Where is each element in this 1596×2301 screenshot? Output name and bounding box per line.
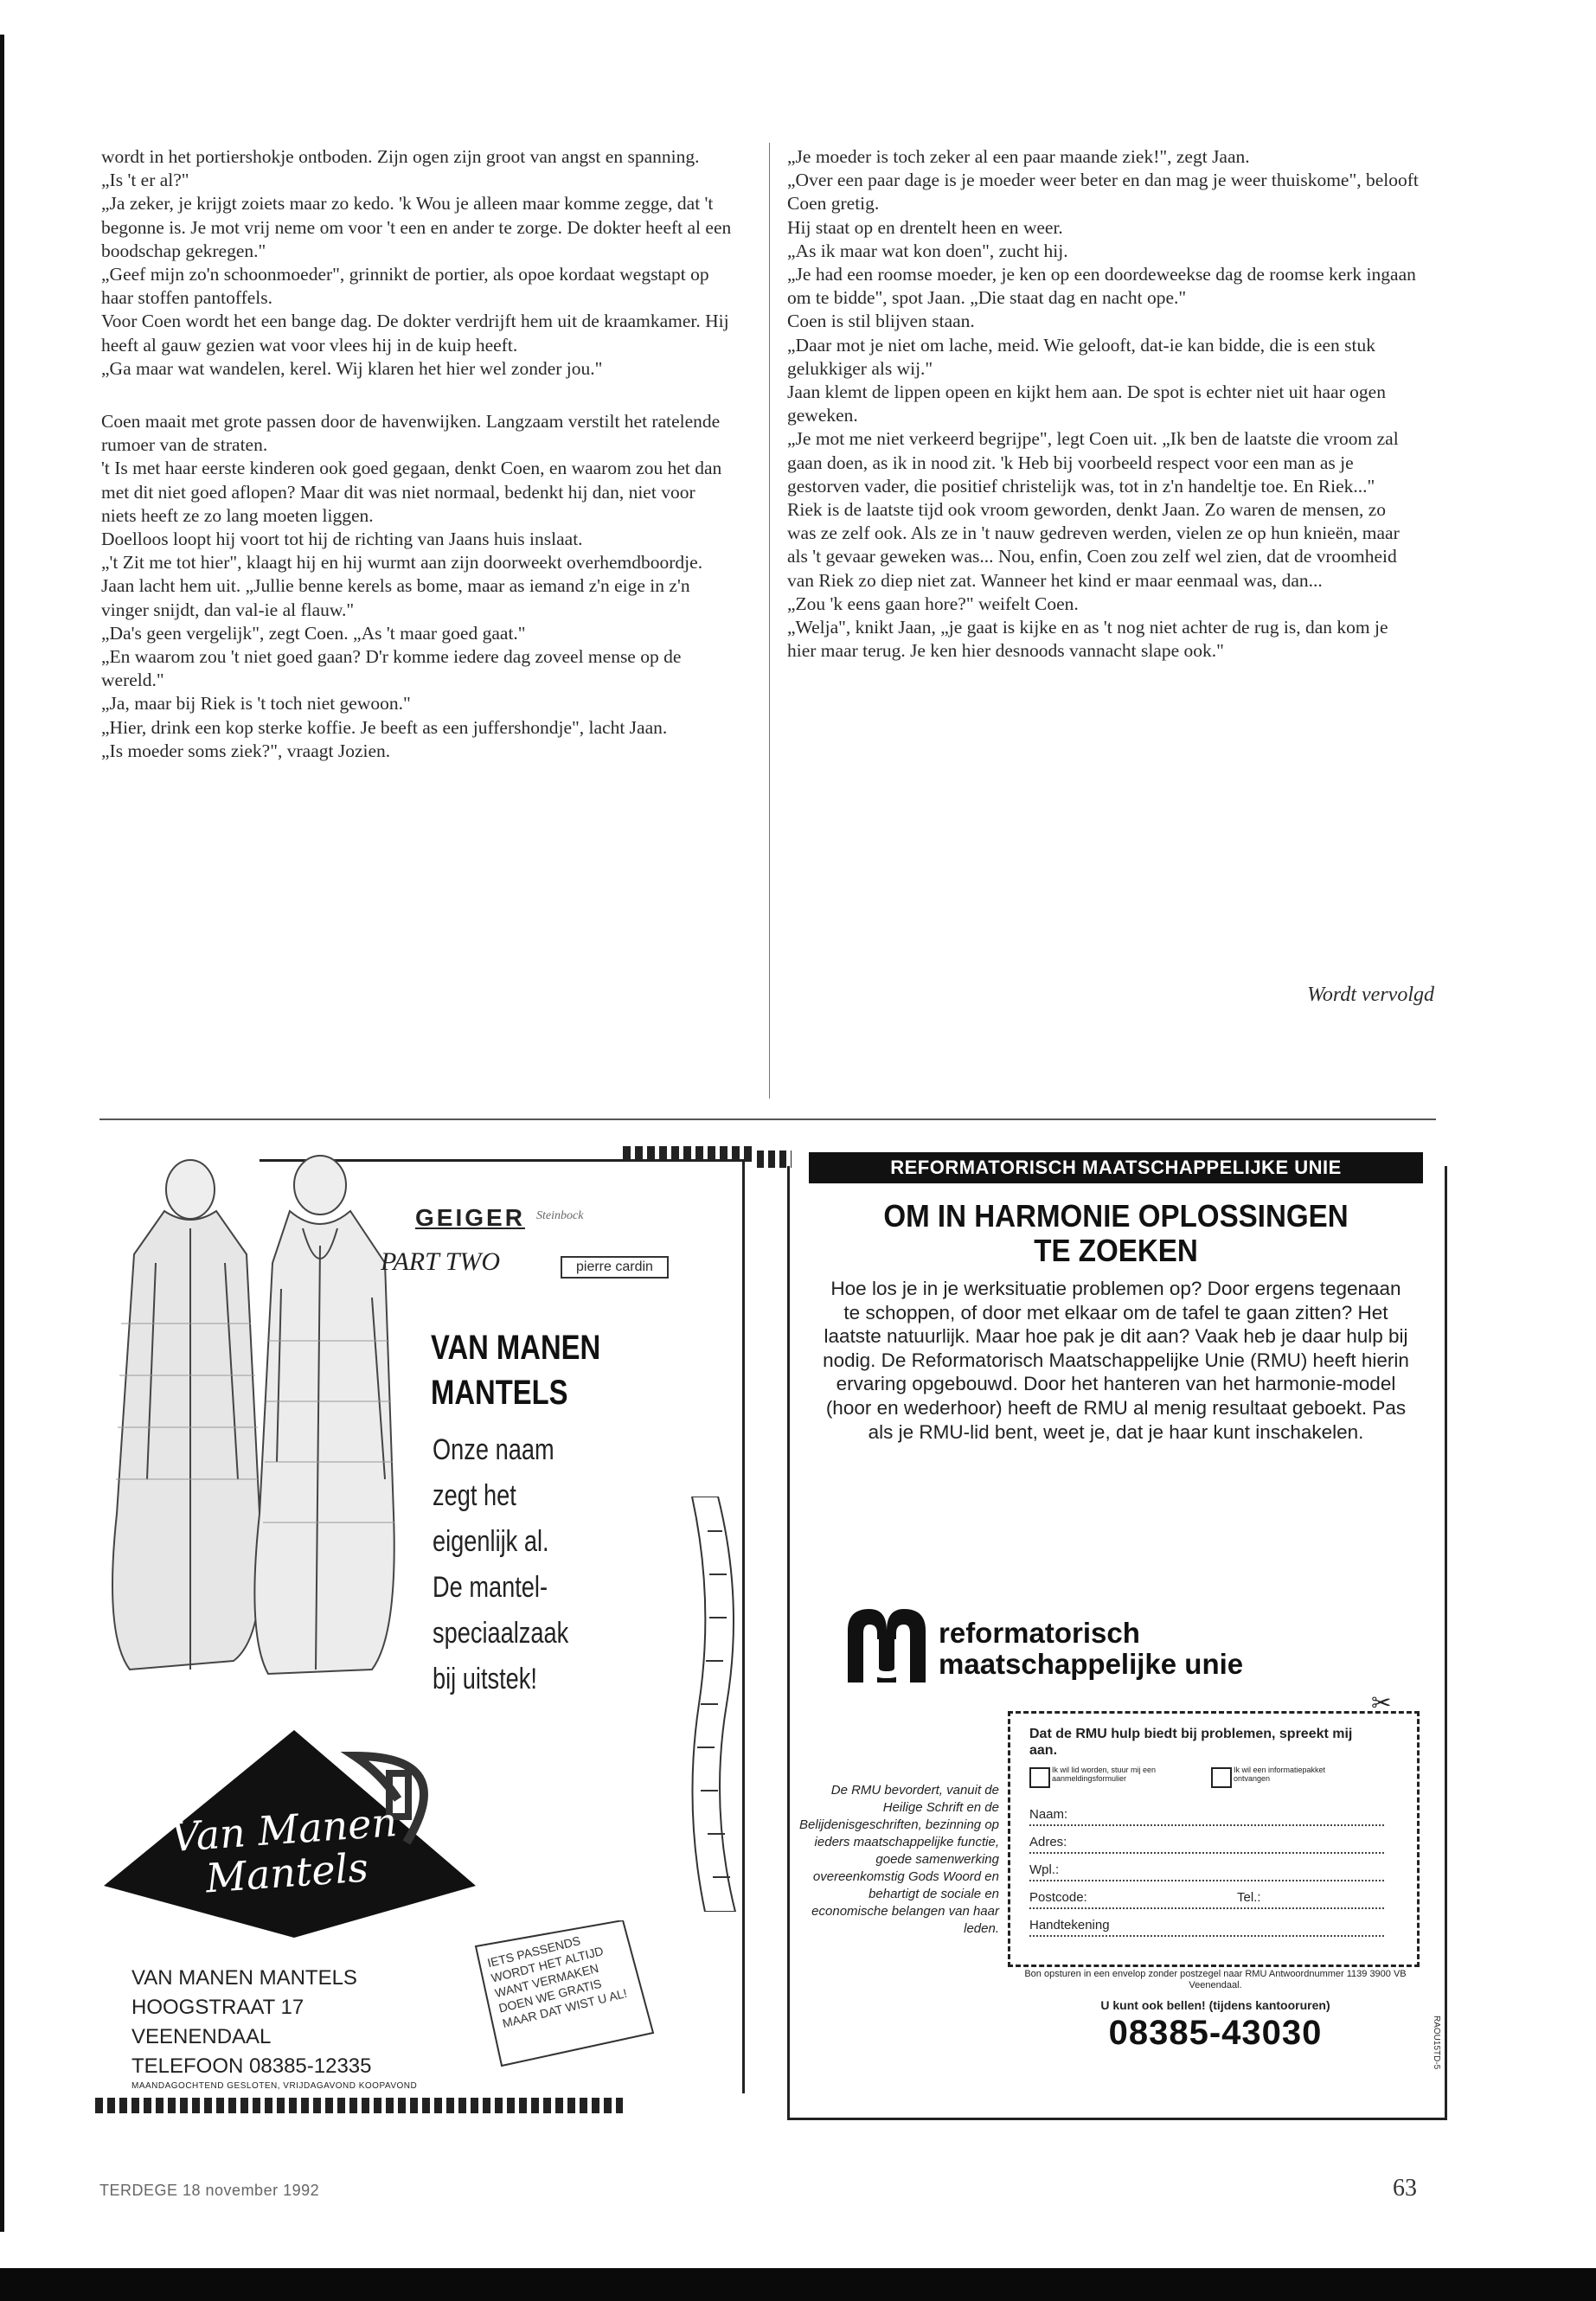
address-field[interactable]: Adres: (1029, 1835, 1384, 1854)
scan-edge-left (0, 35, 4, 2232)
brand-pierre-cardin: pierre cardin (561, 1256, 669, 1279)
ad-slogan (433, 1427, 568, 1702)
call-us-text: U kunt ook bellen! (tijdens kantooruren) (1100, 1998, 1330, 2012)
checkbox-membership[interactable] (1029, 1767, 1050, 1788)
address-line: VAN MANEN MANTELS (131, 1966, 357, 1990)
ad-zigzag-border (623, 1146, 753, 1162)
postcode-field[interactable] (1029, 1890, 1384, 1909)
rmu-headline-line2: TE ZOEKEN (1034, 1233, 1198, 1268)
article-paragraph: Voor Coen wordt het een bange dag. De dokter verdrijft hem uit de kraamkamer. Hij heeft al gauw gezien wat voor vlees hij in de kuip heeft. (101, 311, 729, 356)
rmu-logo-line1: reformatorisch (939, 1617, 1140, 1649)
article-paragraph: „Je mot me niet verkeerd begrijpe", legt Coen uit. „Ik ben de laatste die vroom zal gaan doen, as ik in nood zit. 'k Heb bij voorbeeld respect voor een man as je gestorven vader, die positief christelijk was, tot in z'n handeltje toe. En Riek..." (787, 428, 1399, 497)
rmu-mission-text: De RMU bevordert, vanuit de Heilige Schrift en de Belijdenisgeschriften, bezinning op ieders maatschappelijke functie, goede samenwerking overeenkomstig Gods Woord en behartigt de sociale en economische belangen van haar leden. (799, 1783, 999, 1936)
article-paragraph: „Je had een roomse moeder, je ken op een doordeweekse dag de roomse kerk ingaan om te bidde", spot Jaan. „Die staat dag en nacht ope." (787, 264, 1416, 309)
coupon-question: Dat de RMU hulp biedt bij problemen, spreekt mij aan. (1029, 1727, 1353, 1758)
article-paragraph: „Ja, maar bij Riek is 't toch niet gewoon." (101, 693, 411, 715)
article-paragraph: „En waarom zou 't niet goed gaan? D'r komme iedere dag zoveel mense op de wereld." (101, 646, 682, 691)
article-paragraph: „Geef mijn zo'n schoonmoeder", grinnikt de portier, als opoe kordaat wegstapt op haar stoffen pantoffels. (101, 264, 709, 309)
tel-label: Tel.: (1237, 1890, 1261, 1905)
slogan-line: zegt het (433, 1479, 516, 1512)
rmu-logo-line2: maatschappelijke unie (939, 1648, 1244, 1680)
article-paragraph: „Is moeder soms ziek?", vraagt Jozien. (101, 740, 391, 761)
rmu-logo-icon (839, 1600, 934, 1687)
option-info-pack-label: Ik wil een informatiepakket ontvangen (1234, 1766, 1326, 1783)
slogan-line: Onze naam (433, 1433, 554, 1466)
article-paragraph: wordt in het portiershokje ontboden. Zijn ogen zijn groot van angst en spanning. (101, 146, 700, 167)
slogan-line: De mantel- (433, 1571, 548, 1604)
ad-title-line1: VAN MANEN (431, 1329, 601, 1367)
brand-script: Steinbock (536, 1209, 584, 1222)
slogan-line: speciaalzaak (433, 1617, 569, 1650)
continued-note: Wordt vervolgd (1307, 984, 1434, 1006)
rmu-headline-line1: OM IN HARMONIE OPLOSSINGEN (883, 1198, 1349, 1234)
brand-part-two: PART TWO (381, 1247, 501, 1276)
article-paragraph: 't Is met haar eerste kinderen ook goed gegaan, denkt Coen, en waarom zou het dan met dit niet goed aflopen? Maar dit was niet normaal, bedenkt hij dan, niet voor niets heeft ze zo lang moeten liggen. (101, 458, 722, 526)
slogan-line: bij uitstek! (433, 1663, 537, 1695)
postcode-label: Postcode: (1029, 1890, 1087, 1905)
article-paragraph: „'t Zit me tot hier", klaagt hij en hij wurmt aan zijn doorweekt overhemdboordje. (101, 552, 703, 574)
ad-van-manen (87, 1133, 761, 2128)
article-paragraph: Jaan lacht hem uit. „Jullie benne kerels as bome, maar as iemand z'n eige in z'n vinger snijdt, dan val-ie al flauw." (101, 575, 690, 620)
rmu-logo-text (939, 1618, 1243, 1680)
logo-script-text: Van Manen Mantels (169, 1798, 399, 1902)
mailing-instructions: Bon opsturen in een envelop zonder postzegel naar RMU Antwoordnummer 1139 3900 VB Veenendaal. (1024, 1969, 1407, 1990)
article-paragraph: Coen is stil blijven staan. (787, 311, 975, 332)
article-paragraph: „As ik maar wat kon doen", zucht hij. (787, 240, 1068, 261)
address-line: HOOGSTRAAT 17 (131, 1996, 304, 2019)
article-paragraph: Jaan klemt de lippen opeen en kijkt hem aan. De spot is echter niet uit haar ogen geweken. (787, 381, 1386, 426)
article-paragraph: Riek is de laatste tijd ook vroom geworden, denkt Jaan. Zo waren de mensen, zo was ze zelf ook. Als ze in 't nauw gedreven werden, vielen ze op hun knieën, maar als 't gevaar geweken was... Nou, enfin, Coen zou zelf wel zien, dat de vroomheid van Riek zo diep niet zat. Wanneer het kind er maar eenmaal was, dan... (787, 499, 1400, 591)
opening-hours: MAANDAGOCHTEND GESLOTEN, VRIJDAGAVOND KOOPAVOND (131, 2081, 418, 2091)
article-paragraph: Doelloos loopt hij voort tot hij de richting van Jaans huis inslaat. (101, 529, 583, 550)
coat-models-illustration (95, 1150, 424, 1687)
column-divider (769, 143, 770, 1099)
scan-edge-bottom (0, 2268, 1596, 2301)
ad-reference-code: RAOU15TD-5 (1432, 2016, 1441, 2070)
rmu-banner: REFORMATORISCH MAATSCHAPPELIJKE UNIE (809, 1152, 1423, 1183)
article-paragraph: „Ja zeker, je krijgt zoiets maar zo kedo. 'k Wou je alleen maar komme zegge, dat 't begonne is. Je mot vrij neme om voor 't een en ander te zorge. De dokter heeft al een boodschap gekregen." (101, 193, 732, 261)
name-field[interactable]: Naam: (1029, 1807, 1384, 1826)
article-column-left (101, 145, 733, 763)
address-line: VEENENDAAL (131, 2025, 272, 2048)
article-paragraph: „Daar mot je niet om lache, meid. Wie gelooft, dat-ie kan bidde, die is een stuk gelukkiger als wij." (787, 334, 1375, 379)
rmu-headline (833, 1199, 1398, 1268)
ad-title-line2: MANTELS (431, 1374, 568, 1412)
article-paragraph: „Is 't er al?" (101, 170, 189, 191)
article-paragraph: „Over een paar dage is je moeder weer beter en dan mag je weer thuiskome", belooft Coen gretig. (787, 170, 1419, 215)
article-paragraph: „Welja", knikt Jaan, „je gaat is kijke en as 't nog niet achter de rug is, dan kom je hier maar terug. Je ken hier desnoods vannacht slape ook." (787, 617, 1388, 662)
scissors-icon: ✂ (1371, 1690, 1392, 1717)
ad-zigzag-border-bottom (95, 2098, 623, 2113)
measuring-tape-illustration (657, 1497, 753, 1912)
article-paragraph: Hij staat op en drentelt heen en weer. (787, 216, 1063, 238)
article-paragraph: „Da's geen vergelijk", zegt Coen. „As 't maar goed gaat." (101, 622, 526, 644)
paragraph-gap (101, 381, 733, 410)
article-paragraph: „Hier, drink een kop sterke koffie. Je beeft as een juffershondje", lacht Jaan. (101, 716, 668, 738)
rmu-phone-number: 08385-43030 (1108, 2014, 1323, 2052)
rmu-body-text: Hoe los je in je werksituatie problemen op? Door ergens tegenaan te schoppen, of door met elkaar om de tafel te gaan zitten? Het laatste natuurlijk. Maar hoe pak je dit aan? Vaak heb je daar hulp bij nodig. De Reformatorisch Maatschappelijke Unie (RMU) heeft hierin ervaring opgebouwd. Door het hanteren van het harmonie-model (hoor en wederhoor) heeft de RMU al menig resultaat geboekt. Pas als je RMU-lid bent, weet je, dat je haar kunt inschakelen. (823, 1278, 1409, 1443)
ad-address (131, 1964, 417, 2092)
article-paragraph: Coen maait met grote passen door de havenwijken. Langzaam verstilt het ratelende rumoer van de straten. (101, 411, 721, 456)
article-paragraph: „Ga maar wat wandelen, kerel. Wij klaren het hier wel zonder jou." (101, 357, 603, 379)
ad-rmu (774, 1150, 1458, 2128)
option-membership-label: Ik wil lid worden, stuur mij een aanmeldingsformulier (1052, 1766, 1157, 1783)
article-column-right (787, 145, 1419, 663)
signature-field[interactable]: Handtekening (1029, 1918, 1384, 1937)
page-number: 63 (1393, 2175, 1417, 2202)
ad-title (431, 1325, 600, 1415)
section-divider (99, 1118, 1436, 1120)
address-line: TELEFOON 08385-12335 (131, 2054, 372, 2078)
city-field[interactable]: Wpl.: (1029, 1862, 1384, 1881)
promo-card-text: IETS PASSENDS WORDT HET ALTIJD WANT VERMAKEN DOEN WE GRATIS MAAR DAT WIST U AL! (485, 1932, 629, 2031)
publication-footer: TERDEGE 18 november 1992 (99, 2182, 320, 2199)
checkbox-info-pack[interactable] (1211, 1767, 1232, 1788)
slogan-line: eigenlijk al. (433, 1525, 549, 1558)
reply-coupon (1008, 1711, 1420, 1967)
article-paragraph: „Zou 'k eens gaan hore?" weifelt Coen. (787, 593, 1079, 614)
article-paragraph: „Je moeder is toch zeker al een paar maande ziek!", zegt Jaan. (787, 146, 1250, 167)
brand-geiger: GEIGER (415, 1204, 525, 1231)
ad-zigzag-border (757, 1150, 792, 1168)
